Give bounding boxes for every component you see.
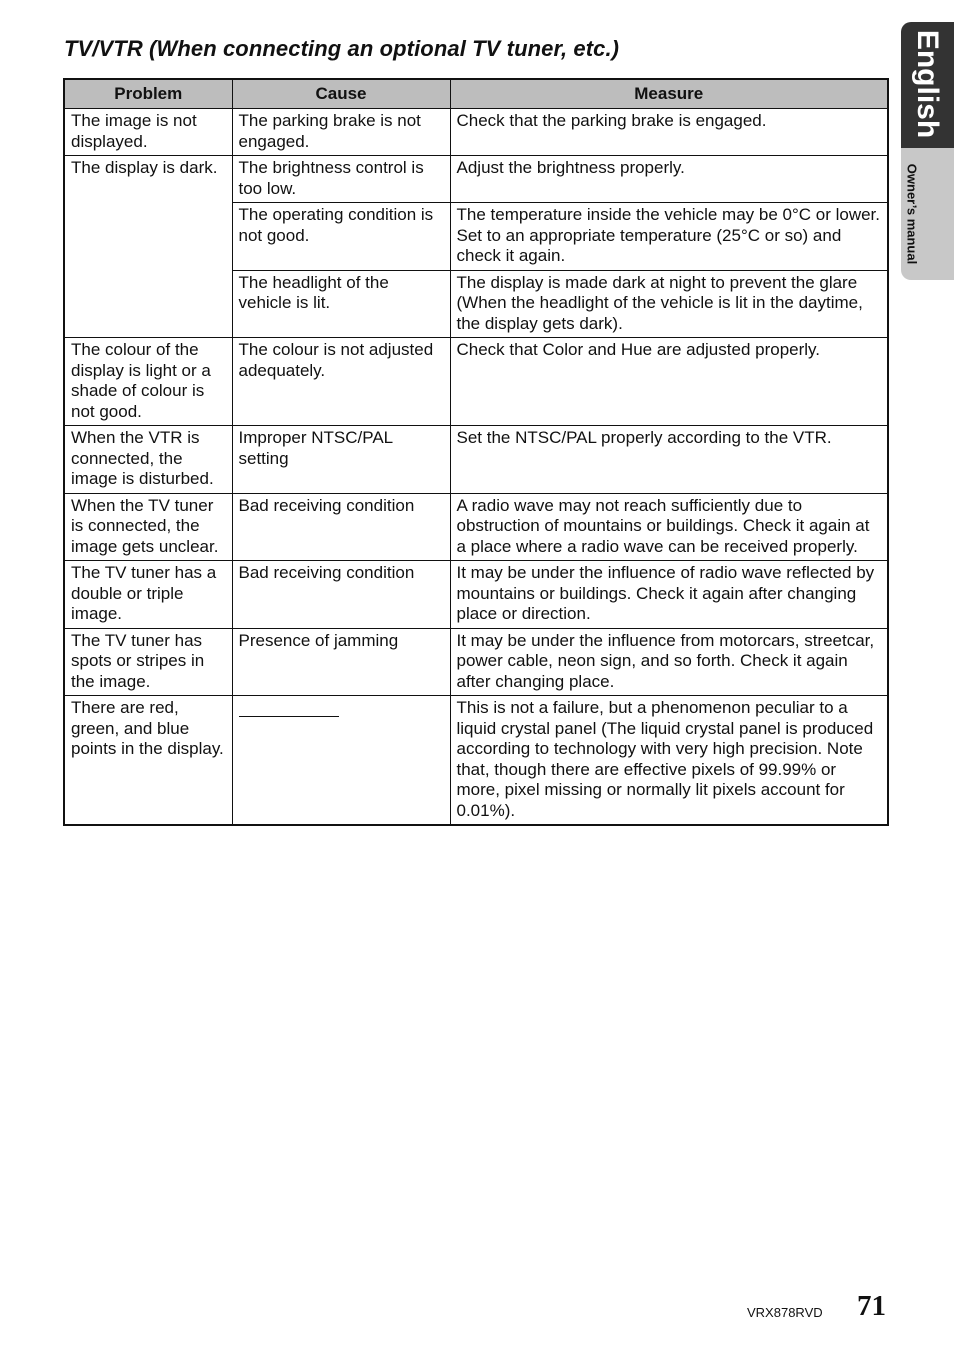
- language-side-tab: [901, 22, 954, 280]
- measure-cell: It may be under the influence from motorcars, streetcar, power cable, neon sign, and so forth. Check it again after changing place.: [450, 628, 888, 696]
- dash-placeholder-line: [239, 716, 339, 717]
- section-title: TV/VTR (When connecting an optional TV tuner, etc.): [64, 36, 620, 61]
- measure-cell: This is not a failure, but a phenomenon peculiar to a liquid crystal panel (The liquid crystal panel is produced according to technology with very high precision. Note that, though there are effective pixels of 99.99% or more, pixel missing or normally lit pixels account for 0.01%).: [450, 696, 888, 826]
- header-cause: Cause: [232, 79, 450, 109]
- cause-cell-empty: [232, 696, 450, 826]
- troubleshooting-table: [63, 78, 889, 826]
- problem-cell: The TV tuner has a double or triple image.: [64, 561, 232, 629]
- cause-cell: Bad receiving condition: [232, 561, 450, 629]
- problem-cell: When the VTR is connected, the image is disturbed.: [64, 426, 232, 494]
- table-row: [64, 561, 888, 629]
- cause-cell: The colour is not adjusted adequately.: [232, 338, 450, 426]
- header-problem: Problem: [64, 79, 232, 109]
- problem-cell: The colour of the display is light or a shade of colour is not good.: [64, 338, 232, 426]
- table-row: [64, 156, 888, 203]
- cause-cell: The brightness control is too low.: [232, 156, 450, 203]
- problem-cell: The display is dark.: [64, 156, 232, 338]
- cause-cell: Bad receiving condition: [232, 493, 450, 561]
- measure-cell: The display is made dark at night to prevent the glare (When the headlight of the vehicle is lit in the daytime, the display gets dark).: [450, 270, 888, 338]
- table-row: [64, 109, 888, 156]
- cause-cell: The operating condition is not good.: [232, 203, 450, 271]
- table-header-row: [64, 79, 888, 109]
- measure-cell: Set the NTSC/PAL properly according to the VTR.: [450, 426, 888, 494]
- measure-cell: It may be under the influence of radio wave reflected by mountains or buildings. Check it again after changing place or direction.: [450, 561, 888, 629]
- problem-cell: There are red, green, and blue points in the display.: [64, 696, 232, 826]
- table-row: [64, 493, 888, 561]
- measure-cell: Check that Color and Hue are adjusted properly.: [450, 338, 888, 426]
- page-number: 71: [857, 1290, 886, 1322]
- measure-cell: The temperature inside the vehicle may be 0°C or lower. Set to an appropriate temperature (25°C or so) and check it again.: [450, 203, 888, 271]
- cause-cell: Improper NTSC/PAL setting: [232, 426, 450, 494]
- header-measure: Measure: [450, 79, 888, 109]
- table-row: [64, 338, 888, 426]
- manual-label: Owner’s manual: [904, 163, 920, 265]
- measure-cell: Check that the parking brake is engaged.: [450, 109, 888, 156]
- problem-cell: The TV tuner has spots or stripes in the image.: [64, 628, 232, 696]
- problem-cell: When the TV tuner is connected, the image gets unclear.: [64, 493, 232, 561]
- table-row: [64, 426, 888, 494]
- model-code: VRX878RVD: [747, 1305, 823, 1320]
- table-row: [64, 628, 888, 696]
- language-label: English: [911, 29, 944, 139]
- cause-cell: The parking brake is not engaged.: [232, 109, 450, 156]
- problem-cell: The image is not displayed.: [64, 109, 232, 156]
- measure-cell: Adjust the brightness properly.: [450, 156, 888, 203]
- table-row: [64, 696, 888, 826]
- cause-cell: Presence of jamming: [232, 628, 450, 696]
- measure-cell: A radio wave may not reach sufficiently due to obstruction of mountains or buildings. Check it again at a place where a radio wave can be received properly.: [450, 493, 888, 561]
- cause-cell: The headlight of the vehicle is lit.: [232, 270, 450, 338]
